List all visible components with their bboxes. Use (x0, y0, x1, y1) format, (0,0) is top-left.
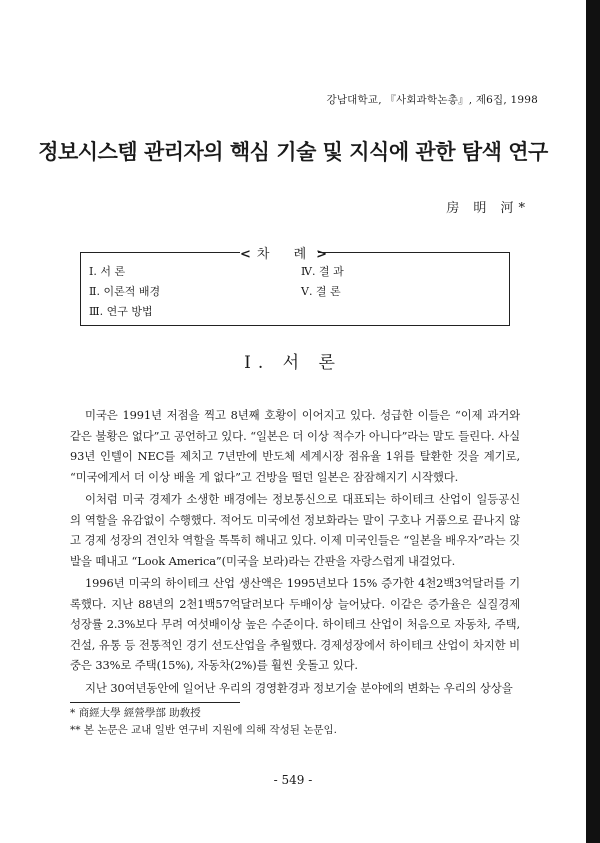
toc-item-4: Ⅳ. 결 과 (301, 265, 344, 278)
toc-item-3: Ⅲ. 연구 방법 (89, 305, 153, 318)
paragraph: 이처럼 미국 경제가 소생한 배경에는 정보통신으로 대표되는 하이테크 산업이 일등공신의 역할을 유감없이 수행했다. 적어도 미국에선 정보화라는 말이 구호나 거품으로 끝나지 않고 경제 성장의 견인차 역할을 톡톡히 해내고 있다. 이제 미국인들은 “일본을 배우자”라는 깃발을 떼내고 “Look America”(미국을 보라)라는 간판을 자랑스럽게 내걸었다. (70, 492, 520, 568)
page-edge-rule (586, 0, 600, 843)
table-of-contents-box (80, 252, 510, 326)
paper-title: 정보시스템 관리자의 핵심 기술 및 지식에 관한 탐색 연구 (38, 139, 548, 164)
toc-heading (240, 243, 328, 262)
footnote-2: ** 본 논문은 교내 일반 연구비 지원에 의해 작성된 논문임. (70, 724, 338, 736)
toc-item-5: Ⅴ. 결 론 (301, 285, 341, 298)
toc-item-1: Ⅰ. 서 론 (89, 265, 126, 278)
toc-bracket-right: > (316, 247, 328, 262)
toc-item-2: Ⅱ. 이론적 배경 (89, 285, 161, 298)
paragraph: 1996년 미국의 하이테크 산업 생산액은 1995년보다 15% 증가한 4천2백3억달러를 기록했다. 지난 88년의 2천1백57억달러보다 두배이상 늘어났다. 이같은 증가율은 실질경제 성장률 2.3%보다 무려 여섯배이상 높은 수준이다. 하이테크 산업이 처음으로 자동차, 주택, 건설, 유통 등 전통적인 경기 선도산업을 추월했다. 경제성장에서 하이테크 산업이 차지한 비중은 33%로 주택(15%), 자동차(2%)를 훨씬 웃돌고 있다. (70, 576, 520, 672)
body-text (70, 405, 520, 700)
journal-source: 강남대학교, 『사회과학논총』, 제6집, 1998 (326, 94, 538, 106)
footnote-divider (70, 702, 240, 703)
footnotes (70, 705, 520, 739)
paragraph: 지난 30여년동안에 일어난 우리의 경영환경과 정보기술 분야에의 변화는 우리의 상상을 (85, 680, 513, 695)
author-name: 房 明 河* (446, 201, 530, 216)
paragraph: 미국은 1991년 저점을 찍고 8년째 호황이 이어지고 있다. 성급한 이들은 “이제 과거와 같은 불황은 없다”고 공언하고 있다. “일본은 더 이상 적수가 아니다”라는 말도 들린다. 사실 93년 인텔이 NEC를 제치고 7년만에 반도체 세계시장 점유율 1위를 탈환한 것을 계기로, “미국에게서 더 이상 배울 게 없다”고 건방을 떨던 일본은 잠잠해지기 시작했다. (70, 408, 520, 484)
section-heading: Ⅰ. 서 론 (244, 353, 342, 373)
toc-heading-text: 차 례 (256, 247, 317, 262)
page-number: - 549 - (273, 773, 313, 787)
toc-bracket-left: < (240, 247, 251, 262)
footnote-1: * 商經大學 經營學部 助敎授 (70, 707, 201, 719)
